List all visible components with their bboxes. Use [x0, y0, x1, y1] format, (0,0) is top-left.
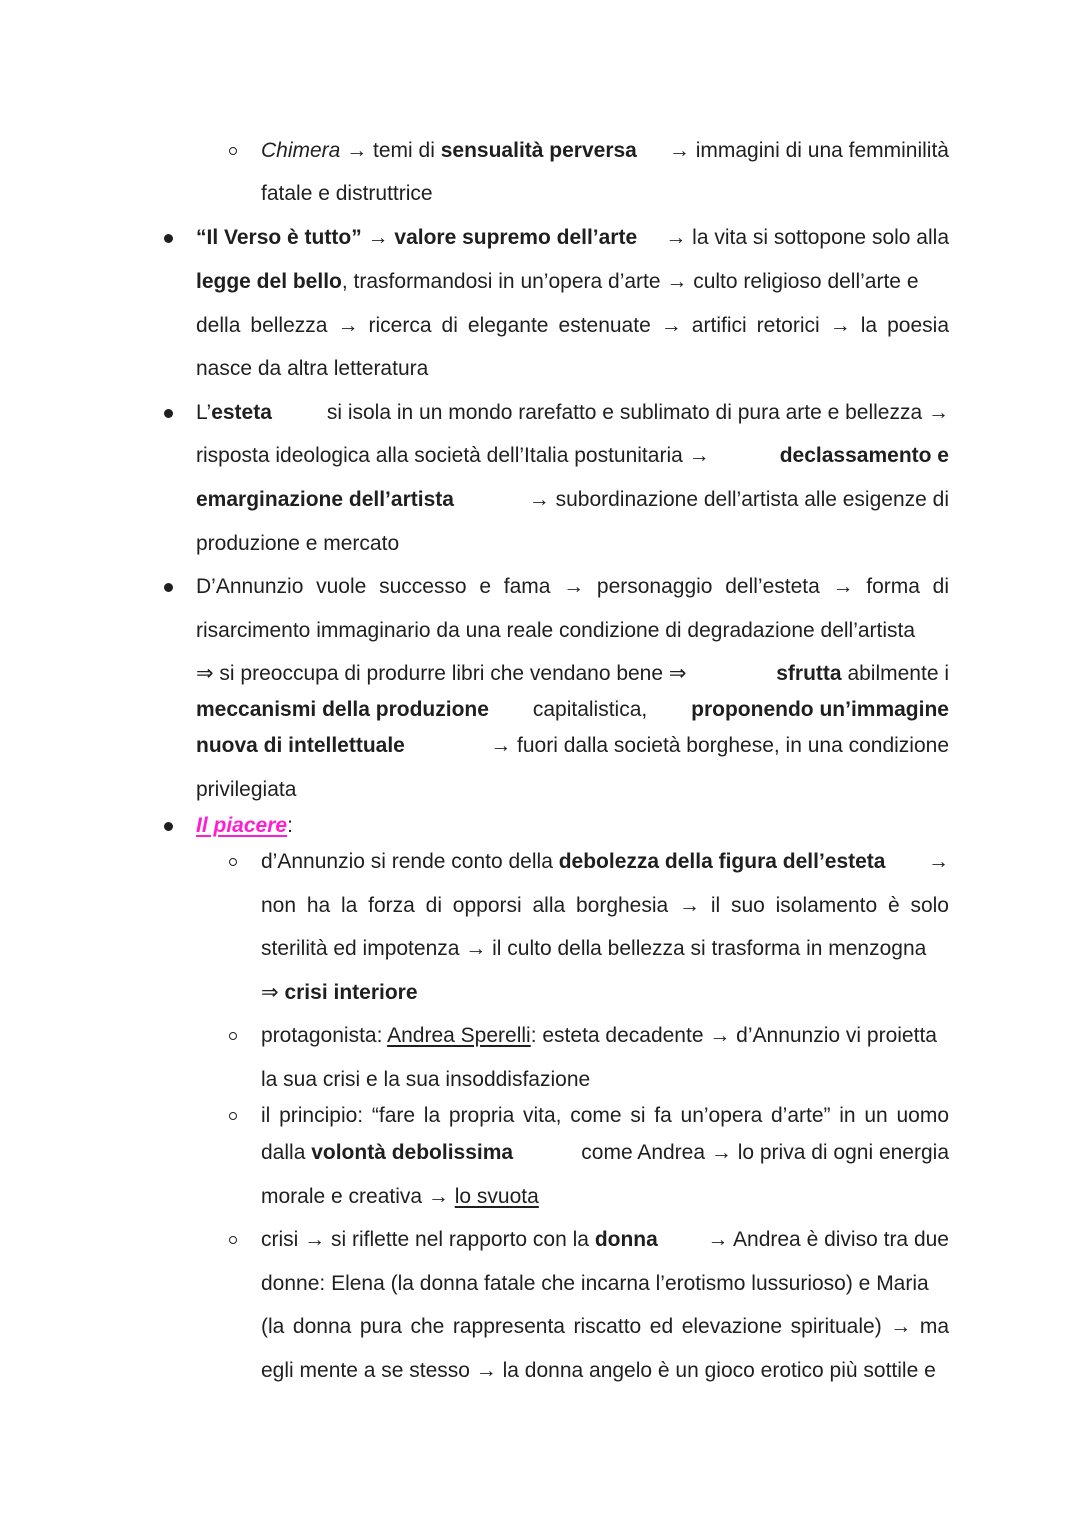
text: abilmente i: [847, 662, 949, 685]
text: → temi di: [346, 139, 435, 162]
piacere-s3-line-2: [261, 1139, 949, 1167]
bold-text: nuova di intellettuale: [196, 734, 405, 757]
text: → immagini di una femminilità: [668, 139, 949, 162]
bold-text: “Il Verso è tutto”: [196, 226, 362, 249]
sub-bullet-icon: [229, 1112, 237, 1120]
piacere-s4-line-1: [261, 1226, 949, 1254]
text: protagonista:: [261, 1024, 383, 1047]
text: → fuori dalla società borghese, in una condizione: [490, 734, 949, 757]
bullet-icon: [164, 822, 173, 831]
bullet-icon: [164, 583, 173, 592]
piacere-heading: [196, 812, 293, 840]
bullet-icon: [164, 234, 173, 243]
text: →: [367, 226, 389, 249]
dannunzio-line-2: risarcimento immaginario da una reale condizione di degradazione dell’artista: [196, 619, 916, 642]
text: → la vita si sottopone solo alla: [665, 226, 949, 249]
bold-text: emarginazione dell’artista: [196, 488, 454, 511]
chimera-line-1: [261, 137, 949, 165]
bold-text: proponendo un’immagine: [691, 698, 949, 721]
bold-text: sensualità perversa: [440, 139, 637, 162]
underlined-text: lo svuota: [454, 1185, 539, 1208]
sub-bullet-icon: [229, 1032, 237, 1040]
bold-text: legge del bello: [196, 270, 342, 293]
text: L’: [196, 401, 212, 424]
chimera-title: Chimera: [261, 139, 341, 162]
text: risposta ideologica alla società dell’Italia postunitaria →: [196, 444, 710, 467]
text: , trasformandosi in un’opera d’arte → culto religioso dell’arte e: [341, 270, 919, 293]
piacere-s4-line-2: donne: Elena (la donna fatale che incarna l’erotismo lussurioso) e Maria: [261, 1272, 929, 1295]
piacere-s1-line-4: [261, 979, 418, 1007]
dannunzio-line-1: D’Annunzio vuole successo e fama → personaggio dell’esteta → forma di: [196, 575, 949, 598]
text: crisi → si riflette nel rapporto con la: [261, 1228, 589, 1251]
piacere-title: Il piacere: [196, 814, 288, 837]
dannunzio-line-5: [196, 732, 949, 760]
verso-line-1: [196, 224, 949, 252]
esteta-line-1: [196, 399, 949, 427]
bold-text: crisi interiore: [284, 981, 418, 1004]
text: : esteta decadente → d’Annunzio vi proietta: [530, 1024, 937, 1047]
sub-bullet-icon: [229, 1236, 237, 1244]
bold-text: valore supremo dell’arte: [394, 226, 638, 249]
bold-text: esteta: [211, 401, 272, 424]
piacere-s1-line-2: non ha la forza di opporsi alla borghesia → il suo isolamento è solo: [261, 894, 949, 917]
text: ⇒: [261, 981, 279, 1004]
piacere-s1-line-1: [261, 848, 949, 876]
verso-line-3: della bellezza → ricerca di elegante estenuate → artifici retorici → la poesia: [196, 314, 949, 337]
piacere-s1-line-3: sterilità ed impotenza → il culto della bellezza si trasforma in menzogna: [261, 937, 927, 960]
sub-bullet-icon: [229, 147, 237, 155]
piacere-s2-line-2: la sua crisi e la sua insoddisfazione: [261, 1068, 591, 1091]
esteta-line-4: produzione e mercato: [196, 532, 400, 555]
chimera-line-2: fatale e distruttrice: [261, 182, 433, 205]
bold-text: declassamento e: [779, 444, 949, 467]
sub-bullet-icon: [229, 858, 237, 866]
text: morale e creativa →: [261, 1185, 449, 1208]
piacere-s3-line-3: [261, 1183, 539, 1211]
esteta-line-2: [196, 442, 949, 470]
verso-line-2: [196, 268, 919, 296]
text: ⇒ si preoccupa di produrre libri che vendano bene ⇒: [196, 662, 687, 685]
dannunzio-line-6: privilegiata: [196, 778, 297, 801]
text: :: [287, 814, 293, 837]
piacere-s4-line-3: (la donna pura che rappresenta riscatto ed elevazione spirituale) → ma: [261, 1315, 949, 1338]
text: si isola in un mondo rarefatto e sublimato di pura arte e bellezza →: [326, 401, 949, 424]
protagonist-name: Andrea Sperelli: [387, 1024, 531, 1047]
bold-text: volontà debolissima: [311, 1141, 514, 1164]
text: capitalistica,: [532, 698, 648, 721]
esteta-line-3: [196, 486, 949, 514]
dannunzio-line-3: [196, 660, 949, 688]
bullet-icon: [164, 409, 173, 418]
bold-text: sfrutta: [776, 662, 842, 685]
text: dalla: [261, 1141, 306, 1164]
bold-text: meccanismi della produzione: [196, 698, 489, 721]
bold-text: debolezza della figura dell’esteta: [558, 850, 886, 873]
piacere-s3-line-1: il principio: “fare la propria vita, come si fa un’opera d’arte” in un uomo: [261, 1104, 949, 1127]
text: → subordinazione dell’artista alle esigenze di: [528, 488, 949, 511]
text: → Andrea è diviso tra due: [707, 1228, 949, 1251]
piacere-s2-line-1: [261, 1022, 937, 1050]
text: →: [928, 850, 949, 873]
dannunzio-line-4: [196, 696, 949, 724]
text: d’Annunzio si rende conto della: [261, 850, 553, 873]
bold-text: donna: [594, 1228, 658, 1251]
piacere-s4-line-4: egli mente a se stesso → la donna angelo è un gioco erotico più sottile e: [261, 1359, 936, 1382]
text: come Andrea → lo priva di ogni energia: [581, 1141, 949, 1164]
verso-line-4: nasce da altra letteratura: [196, 357, 429, 380]
